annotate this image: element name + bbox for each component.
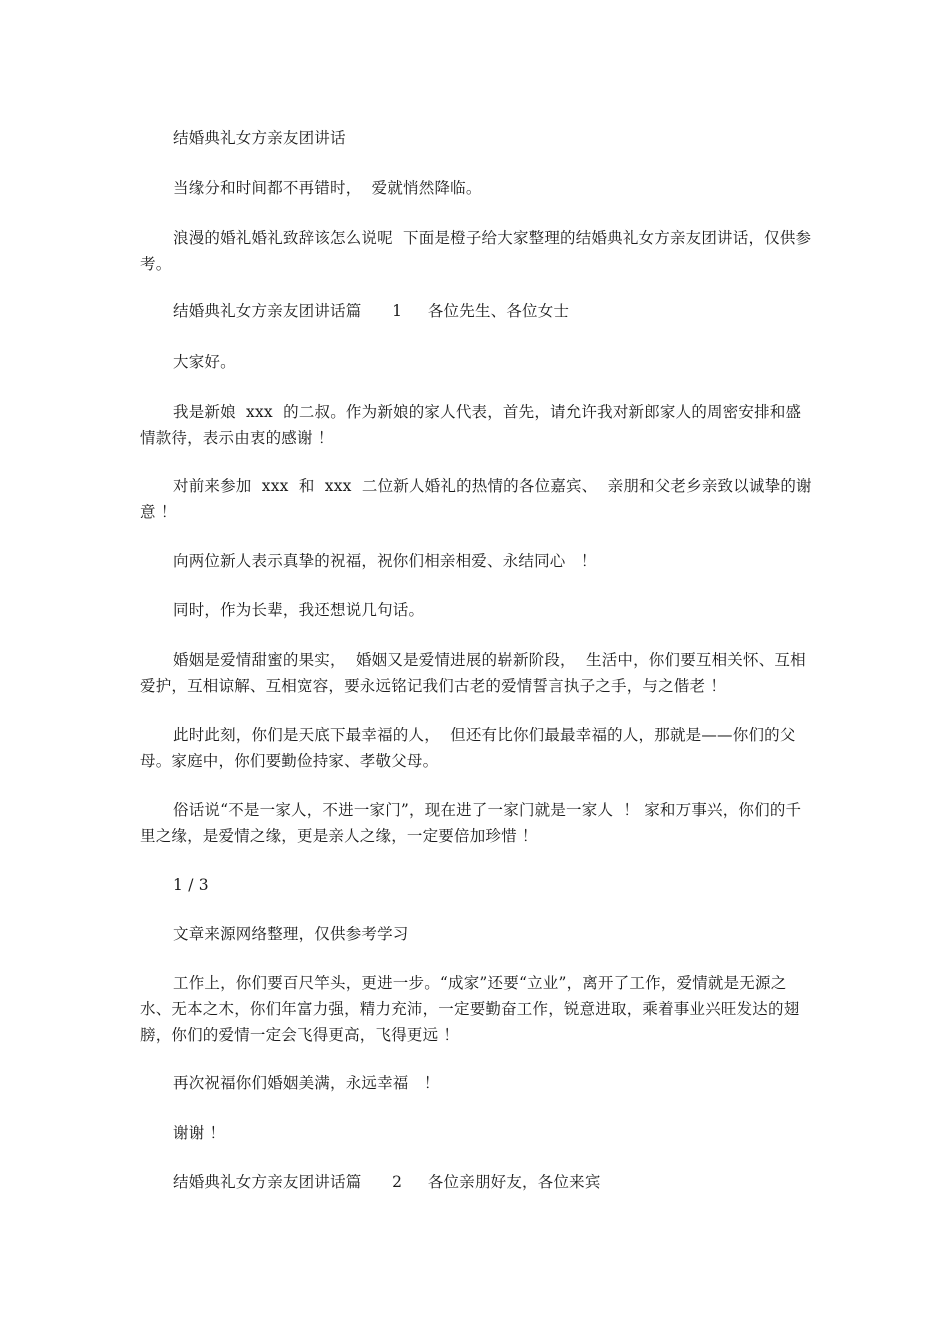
paragraph-elder-words: 同时，作为长辈，我还想说几句话。 [173,601,425,619]
paragraph-parents: 此时此刻，你们是天底下最幸福的人， 但还有比你们最最幸福的人，那就是——你们的父母。家庭中，你们要勤俭持家、孝敬父母。 [140,726,796,770]
paragraph-opening: 当缘分和时间都不再错时， 爱就悄然降临。 [173,179,482,197]
section-heading-2: 结婚典礼女方亲友团讲话篇 2 各位亲朋好友，各位来宾 [173,1173,601,1191]
paragraph-final-blessing: 再次祝福你们婚姻美满，永远幸福 ！ [173,1074,440,1092]
section-heading-1: 结婚典礼女方亲友团讲话篇 1 各位先生、各位女士 [173,302,570,320]
paragraph-thank-you: 谢谢 ！ [173,1124,226,1142]
paragraph-intro: 浪漫的婚礼婚礼致辞该怎么说呢 下面是橙子给大家整理的结婚典礼女方亲友团讲话，仅供参考。 [140,229,812,273]
paragraph-proverb: 俗话说“不是一家人，不进一家门”，现在进了一家门就是一家人 ！ 家和万事兴，你们的千里之缘，是爱情之缘，更是亲人之缘，一定要倍加珍惜 ！ [140,801,802,845]
paragraph-self-intro: 我是新娘 xxx 的二叔。作为新娘的家人代表，首先，请允许我对新郎家人的周密安排和盛情款待，表示由衷的感谢 ！ [140,403,802,447]
source-note: 文章来源网络整理，仅供参考学习 [173,925,409,943]
paragraph-marriage: 婚姻是爱情甜蜜的果实， 婚姻又是爱情进展的崭新阶段， 生活中，你们要互相关怀、互相爱护，互相谅解、互相宽容，要永远铭记我们古老的爱情誓言执子之手，与之偕老 ！ [140,651,806,695]
paragraph-greeting: 大家好。 [173,353,236,371]
paragraph-thanks-guests: 对前来参加 xxx 和 xxx 二位新人婚礼的热情的各位嘉宾、 亲朋和父老乡亲致以诚挚的谢意 ！ [140,477,812,521]
paragraph-career: 工作上，你们要百尺竿头，更进一步。“成家”还要“立业”，离开了工作，爱情就是无源之水、无本之木，你们年富力强，精力充沛，一定要勤奋工作，锐意进取，乘着事业兴旺发达的翅膀，你们的爱情一定会飞得更高，飞得更远 ！ [140,974,800,1044]
paragraph-blessing: 向两位新人表示真挚的祝福，祝你们相亲相爱、永结同心 ！ [173,552,597,570]
page-number: 1 / 3 [173,876,209,894]
document-title: 结婚典礼女方亲友团讲话 [173,129,346,147]
